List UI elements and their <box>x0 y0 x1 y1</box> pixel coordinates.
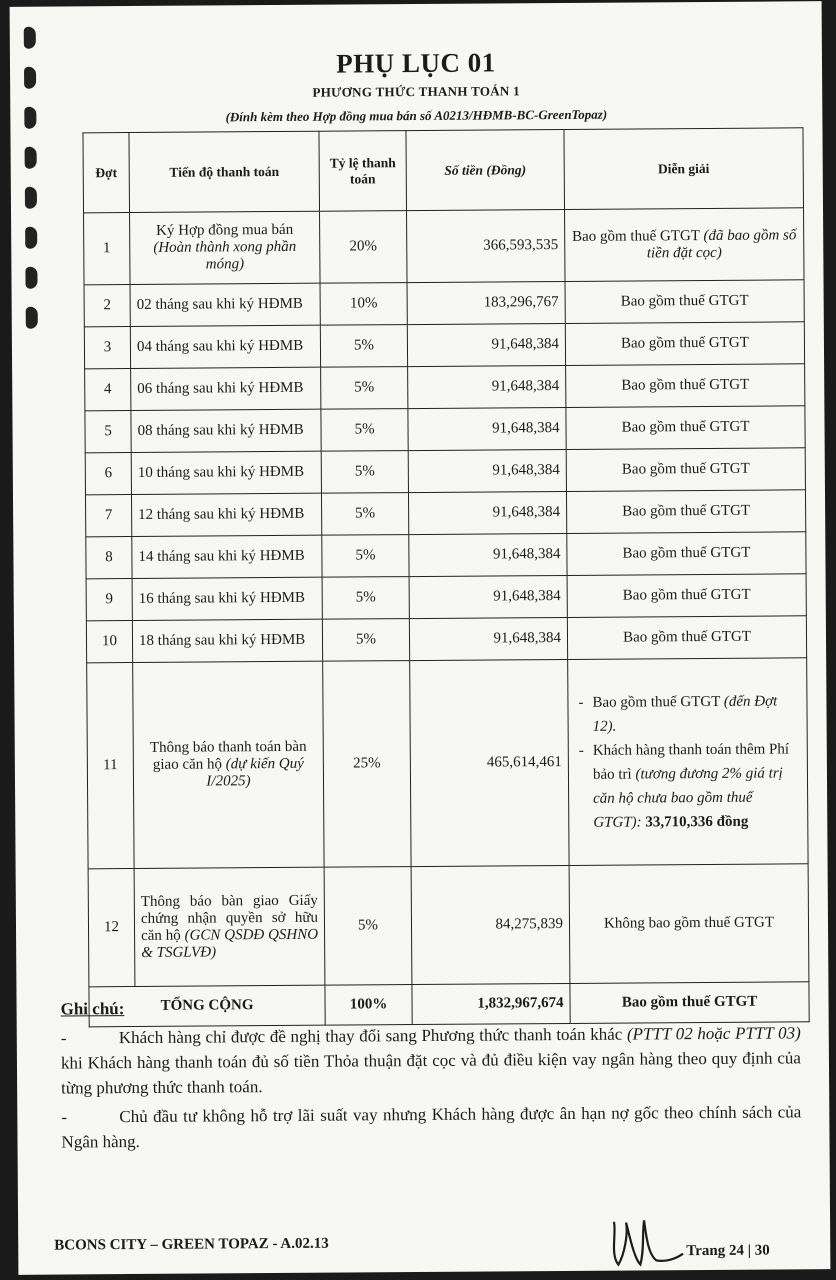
cell-no: 12 <box>88 869 135 987</box>
cell-amount: 91,648,384 <box>408 449 566 492</box>
document-page <box>10 1 831 1275</box>
maintenance-fee-amount: 33,710,336 đồng <box>645 813 749 830</box>
cell-rate: 5% <box>322 535 409 578</box>
progress-text: Ký Hợp đồng mua bán <box>156 221 294 239</box>
notes-section <box>60 991 801 1154</box>
table-row <box>85 406 805 453</box>
binding-holes <box>24 27 45 1027</box>
note-list <box>574 689 801 835</box>
cell-no: 2 <box>84 285 130 327</box>
cell-progress: 02 tháng sau khi ký HĐMB <box>130 283 320 326</box>
page-subtitle: PHƯƠNG THỨC THANH TOÁN 1 <box>312 83 521 100</box>
cell-rate: 25% <box>323 661 411 868</box>
cell-note: Bao gồm thuế GTGT <box>565 322 804 366</box>
cell-no: 7 <box>85 495 131 537</box>
cell-progress: 14 tháng sau khi ký HĐMB <box>132 535 322 578</box>
header-installment: Đợt <box>83 133 130 213</box>
table-row <box>88 864 809 987</box>
total-label: TỔNG CỘNG <box>89 985 325 1027</box>
cell-note: Bao gồm thuế GTGT <box>567 532 806 576</box>
cell-rate: 10% <box>320 283 407 326</box>
cell-note: Bao gồm thuế GTGT <box>566 490 805 534</box>
cell-note: Không bao gồm thuế GTGT <box>569 864 809 984</box>
cell-amount: 84,275,839 <box>411 865 570 984</box>
cell-no: 4 <box>85 369 131 411</box>
note-text: Bao gồm thuế GTGT <box>571 227 700 245</box>
cell-progress: 10 tháng sau khi ký HĐMB <box>131 451 321 494</box>
table-row <box>85 448 805 495</box>
cell-note: Bao gồm thuế GTGT <box>566 448 805 492</box>
cell-note <box>565 208 804 282</box>
header-rate: Tỷ lệ thanh toán <box>319 131 407 212</box>
cell-rate: 20% <box>320 211 408 284</box>
table-row <box>84 208 804 285</box>
table-row <box>85 490 805 537</box>
cell-no: 8 <box>86 537 132 579</box>
note-list-item: - Khách hàng thanh toán thêm Phí bảo trì (tương đương 2% giá trị căn hộ chưa bao gồm thuế GTGT): 33,710,336 đồng <box>579 737 802 835</box>
progress-note: (GCN QSDĐ QSHNO & TSGLVĐ) <box>141 926 319 961</box>
note-list-item: - Bao gồm thuế GTGT (đến Đợt 12). <box>578 689 800 739</box>
table-row <box>84 280 804 327</box>
cell-note: Bao gồm thuế GTGT <box>566 406 805 450</box>
cell-note: Bao gồm thuế GTGT <box>566 364 805 408</box>
progress-text: Thông báo thanh toán bàn giao căn hộ <box>149 738 307 773</box>
table-row <box>85 364 805 411</box>
notes-heading: Ghi chú: <box>60 999 125 1019</box>
cell-note: Bao gồm thuế GTGT <box>567 616 806 660</box>
cell-amount: 91,648,384 <box>407 323 565 366</box>
cell-progress <box>133 661 324 868</box>
progress-text: Thông báo bàn giao Giấy chứng nhận quyền sở hữu căn hộ <box>140 892 319 944</box>
cell-rate: 5% <box>321 451 408 494</box>
cell-rate: 5% <box>322 619 409 662</box>
cell-amount: 91,648,384 <box>408 365 566 408</box>
cell-rate: 5% <box>320 325 407 368</box>
note-item: - Chủ đầu tư không hỗ trợ lãi suất vay nhưng Khách hàng được ân hạn nợ gốc theo chính sách của Ngân hàng. <box>61 1102 802 1152</box>
cell-no: 3 <box>84 327 130 369</box>
progress-note: (dự kiến Quý I/2025) <box>206 755 304 790</box>
cell-no: 1 <box>84 213 131 285</box>
cell-no: 10 <box>86 621 132 663</box>
cell-no: 9 <box>86 579 132 621</box>
footer-project: BCONS CITY – GREEN TOPAZ - A.02.13 <box>54 1235 329 1254</box>
cell-amount: 91,648,384 <box>408 407 566 450</box>
cell-progress <box>134 867 325 986</box>
footer-page-number: Trang 24 | 30 <box>686 1242 770 1260</box>
header-amount: Số tiền (Đồng) <box>406 129 565 210</box>
table-row <box>86 616 806 663</box>
table-header-row <box>83 128 804 213</box>
note-extra: (đã bao gồm số tiền đặt cọc) <box>646 226 797 261</box>
cell-note: Bao gồm thuế GTGT <box>565 280 804 324</box>
cell-rate: 5% <box>321 409 408 452</box>
cell-no: 5 <box>85 411 131 453</box>
cell-note: Bao gồm thuế GTGT <box>567 574 806 618</box>
signature-mark <box>604 1214 684 1269</box>
cell-progress: 06 tháng sau khi ký HĐMB <box>131 367 321 410</box>
attachment-reference: (Đính kèm theo Hợp đồng mua bán số A0213/HĐMB-BC-GreenTopaz) <box>225 106 608 125</box>
cell-note <box>568 658 808 866</box>
cell-rate: 5% <box>324 867 412 986</box>
cell-amount: 91,648,384 <box>409 575 567 618</box>
cell-amount: 183,296,767 <box>407 281 565 324</box>
note-item: - Khách hàng chỉ được đề nghị thay đổi sang Phương thức thanh toán khác (PTTT 02 hoặc PTTT 03) khi Khách hàng thanh toán đủ số tiền Thỏa thuận đặt cọc và đủ điều kiện vay ngân hàng theo quy định của từng phương thức thanh toán. <box>60 1023 802 1098</box>
total-note: Bao gồm thuế GTGT <box>570 982 809 1024</box>
total-amount: 1,832,967,674 <box>412 983 570 1024</box>
header-note: Diễn giải <box>564 128 804 210</box>
cell-no: 11 <box>87 663 134 869</box>
cell-amount: 91,648,384 <box>408 491 566 534</box>
payment-schedule-table <box>82 127 809 1027</box>
cell-progress: 08 tháng sau khi ký HĐMB <box>131 409 321 452</box>
cell-no: 6 <box>85 453 131 495</box>
cell-progress: 04 tháng sau khi ký HĐMB <box>130 325 320 368</box>
cell-amount: 91,648,384 <box>409 617 567 660</box>
table-row <box>86 532 806 579</box>
page-title: PHỤ LỤC 01 <box>336 47 496 79</box>
cell-amount: 465,614,461 <box>410 659 569 866</box>
total-rate: 100% <box>325 985 412 1026</box>
table-row <box>87 658 808 869</box>
cell-amount: 366,593,535 <box>407 209 565 282</box>
cell-rate: 5% <box>321 367 408 410</box>
cell-rate: 5% <box>321 493 408 536</box>
cell-progress: 12 tháng sau khi ký HĐMB <box>131 493 321 536</box>
cell-rate: 5% <box>322 577 409 620</box>
table-row <box>86 574 806 621</box>
cell-progress <box>130 211 320 284</box>
cell-progress: 18 tháng sau khi ký HĐMB <box>132 619 322 662</box>
cell-amount: 91,648,384 <box>409 533 567 576</box>
cell-progress: 16 tháng sau khi ký HĐMB <box>132 577 322 620</box>
header-progress: Tiến độ thanh toán <box>129 131 320 212</box>
table-row <box>84 322 804 369</box>
progress-note: (Hoàn thành xong phần móng) <box>153 238 297 273</box>
